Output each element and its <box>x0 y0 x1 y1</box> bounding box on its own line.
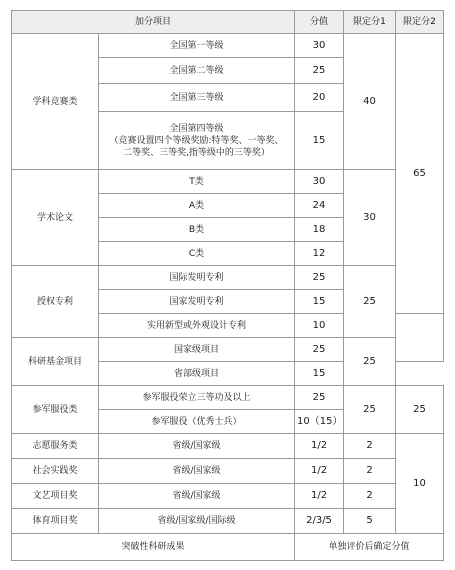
category-cell: 文艺项目奖 <box>12 484 99 509</box>
score-cell: 10（15） <box>295 410 344 434</box>
limit2-empty-cell <box>396 314 444 362</box>
table-row <box>12 509 444 534</box>
limit1-cell: 40 <box>344 34 396 170</box>
table-row <box>12 266 444 290</box>
table-row <box>12 34 444 58</box>
limit1-cell: 25 <box>344 266 396 338</box>
score-cell: 25 <box>295 266 344 290</box>
limit2-cell: 25 <box>396 386 444 434</box>
table-row <box>12 459 444 484</box>
item-cell: 实用新型或外观设计专利 <box>99 314 295 338</box>
header-limit2: 限定分2 <box>396 11 444 34</box>
item-cell: 国家发明专利 <box>99 290 295 314</box>
header-score: 分值 <box>295 11 344 34</box>
score-cell: 20 <box>295 84 344 112</box>
score-table <box>11 10 444 561</box>
score-cell: 10 <box>295 314 344 338</box>
limit1-cell: 2 <box>344 434 396 459</box>
score-cell: 30 <box>295 34 344 58</box>
score-cell: 1/2 <box>295 434 344 459</box>
footer-note: 单独评价后确定分值 <box>295 534 444 561</box>
limit1-cell: 25 <box>344 338 396 386</box>
score-cell: 25 <box>295 338 344 362</box>
item-cell: 全国第四等级 （竞赛设置四个等级奖励:特等奖、一等奖、 二等奖、三等奖,指等级中的三等奖） <box>99 112 295 170</box>
item-cell: 参军服役荣立三等功及以上 <box>99 386 295 410</box>
table-row <box>12 434 444 459</box>
limit1-cell: 5 <box>344 509 396 534</box>
score-cell: 25 <box>295 58 344 84</box>
limit1-cell: 25 <box>344 386 396 434</box>
item-cell: 省级/国家级/国际级 <box>99 509 295 534</box>
table-row <box>12 170 444 194</box>
item-cell: 省级/国家级 <box>99 484 295 509</box>
table-row <box>12 386 444 410</box>
footer-row <box>12 534 444 561</box>
item-cell: 全国第一等级 <box>99 34 295 58</box>
category-cell: 志愿服务类 <box>12 434 99 459</box>
category-cell: 学术论文 <box>12 170 99 266</box>
item-cell: 省级/国家级 <box>99 434 295 459</box>
table-row <box>12 338 444 362</box>
score-cell: 2/3/5 <box>295 509 344 534</box>
item-cell: T类 <box>99 170 295 194</box>
score-cell: 15 <box>295 290 344 314</box>
limit1-cell: 2 <box>344 484 396 509</box>
score-cell: 18 <box>295 218 344 242</box>
item-cell: B类 <box>99 218 295 242</box>
score-cell: 25 <box>295 386 344 410</box>
limit2-merged-upper: 65 <box>396 34 444 314</box>
item-cell: 省部级项目 <box>99 362 295 386</box>
score-cell: 1/2 <box>295 484 344 509</box>
limit2-merged-lower: 10 <box>396 434 444 534</box>
score-cell: 15 <box>295 112 344 170</box>
header-limit1: 限定分1 <box>344 11 396 34</box>
item-cell: 全国第二等级 <box>99 58 295 84</box>
item-cell: C类 <box>99 242 295 266</box>
item-cell: 国际发明专利 <box>99 266 295 290</box>
item-cell: A类 <box>99 194 295 218</box>
score-cell: 30 <box>295 170 344 194</box>
score-cell: 15 <box>295 362 344 386</box>
item-cell: 参军服役（优秀士兵） <box>99 410 295 434</box>
category-cell: 科研基金项目 <box>12 338 99 386</box>
category-cell: 授权专利 <box>12 266 99 338</box>
limit1-cell: 30 <box>344 170 396 266</box>
item-cell: 省级/国家级 <box>99 459 295 484</box>
category-cell: 社会实践奖 <box>12 459 99 484</box>
category-cell: 体育项目奖 <box>12 509 99 534</box>
item-cell: 全国第三等级 <box>99 84 295 112</box>
footer-label: 突破性科研成果 <box>12 534 295 561</box>
header-item: 加分项目 <box>12 11 295 34</box>
item-cell: 国家级项目 <box>99 338 295 362</box>
score-cell: 12 <box>295 242 344 266</box>
header-row <box>12 11 444 34</box>
limit1-cell: 2 <box>344 459 396 484</box>
category-cell: 学科竞赛类 <box>12 34 99 170</box>
category-cell: 参军服役类 <box>12 386 99 434</box>
table-row <box>12 484 444 509</box>
score-cell: 24 <box>295 194 344 218</box>
score-cell: 1/2 <box>295 459 344 484</box>
